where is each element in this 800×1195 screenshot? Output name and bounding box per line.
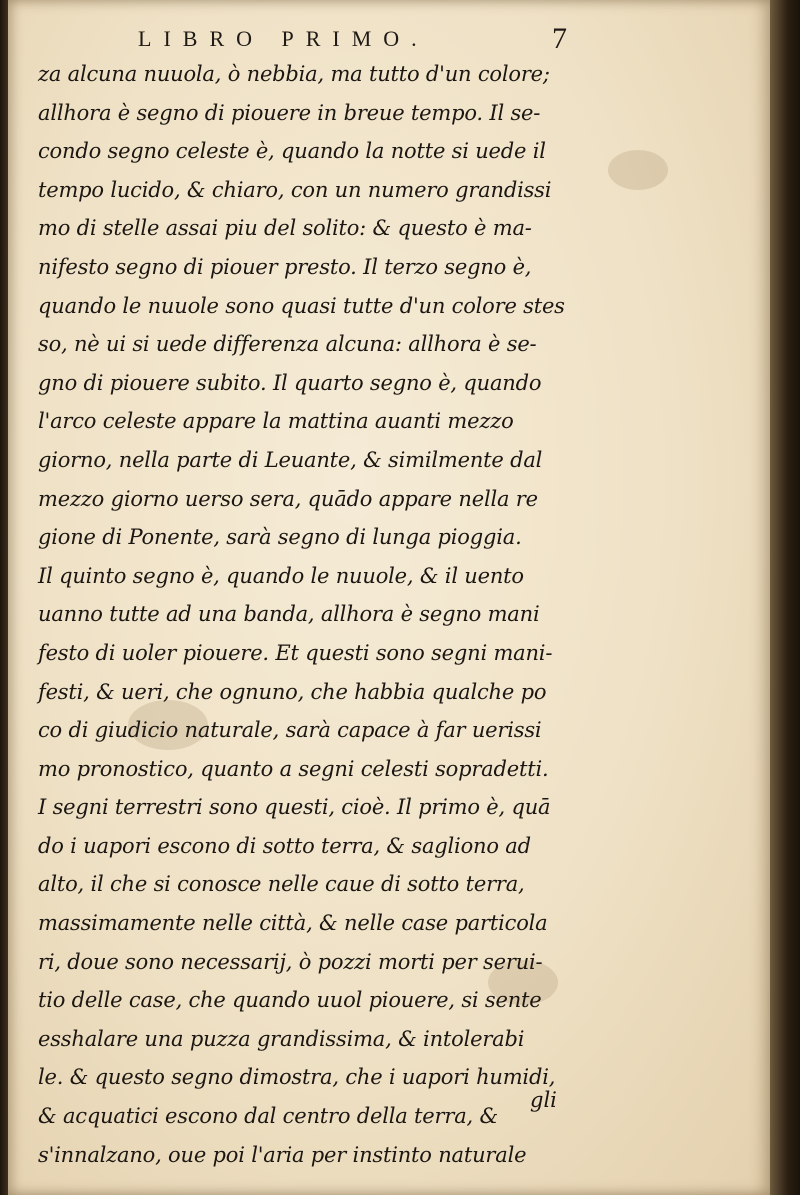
text-line: mo di stelle assai piu del solito: & questo è ma- — [38, 216, 532, 241]
text-line: tempo lucido, & chiaro, con un numero grandissi — [38, 177, 552, 202]
running-head: LIBRO PRIMO. — [138, 26, 429, 51]
catchword: gli — [530, 1088, 557, 1112]
text-line: esshalare una puzza grandissima, & intolerabi — [38, 1026, 525, 1051]
text-line: quando le nuuole sono quasi tutte d'un colore stes — [38, 293, 565, 318]
text-line: so, nè ui si uede differenza alcuna: allhora è se- — [38, 332, 537, 357]
text-line: festo di uoler piouere. Et questi sono segni mani- — [38, 640, 553, 665]
text-line: alto, il che si conosce nelle caue di sotto terra, — [38, 872, 525, 897]
text-line: ri, doue sono necessarij, ò pozzi morti per serui- — [38, 949, 543, 974]
text-line: za alcuna nuuola, ò nebbia, ma tutto d'un colore; — [38, 62, 550, 86]
text-line: giorno, nella parte di Leuante, & similmente dal — [38, 447, 543, 472]
text-line: nifesto segno di piouer presto. Il terzo segno è, — [38, 254, 532, 279]
text-line: gione di Ponente, sarà segno di lunga pioggia. — [38, 525, 522, 550]
text-line: s'innalzano, oue poi l'aria per instinto naturale — [38, 1142, 527, 1167]
text-line: l'arco celeste appare la mattina auanti mezzo — [38, 409, 514, 434]
text-line: do i uapori escono di sotto terra, & sagliono ad — [38, 833, 531, 858]
text-line: co di giudicio naturale, sarà capace à far uerissi — [38, 718, 542, 743]
text-line: allhora è segno di piouere in breue tempo. Il se- — [38, 100, 541, 125]
page-header — [8, 22, 770, 56]
text-line: le. & questo segno dimostra, che i uapori humidi, — [38, 1065, 556, 1090]
binding-edge-right — [770, 0, 800, 1195]
text-line: condo segno celeste è, quando la notte si uede il — [38, 139, 546, 164]
text-line: gno di piouere subito. Il quarto segno è, quando — [38, 370, 542, 395]
text-line: tio delle case, che quando uuol piouere, si sente — [38, 988, 542, 1013]
text-line: massimamente nelle città, & nelle case particola — [38, 911, 548, 936]
text-line: festi, & ueri, che ognuno, che habbia qualche po — [38, 679, 547, 704]
book-page — [8, 0, 770, 1195]
text-line: I segni terrestri sono questi, cioè. Il primo è, quā — [38, 795, 551, 820]
text-line: & acquatici escono dal centro della terra, & — [38, 1104, 498, 1129]
text-line: mo pronostico, quanto a segni celesti sopradetti. — [38, 756, 549, 781]
text-line: mezzo giorno uerso sera, quādo appare nella re — [38, 486, 538, 511]
text-line: uanno tutte ad una banda, allhora è segno mani — [38, 602, 540, 627]
text-block — [38, 55, 638, 1174]
page-number: 7 — [552, 22, 567, 55]
text-line: Il quinto segno è, quando le nuuole, & il uento — [38, 563, 524, 588]
